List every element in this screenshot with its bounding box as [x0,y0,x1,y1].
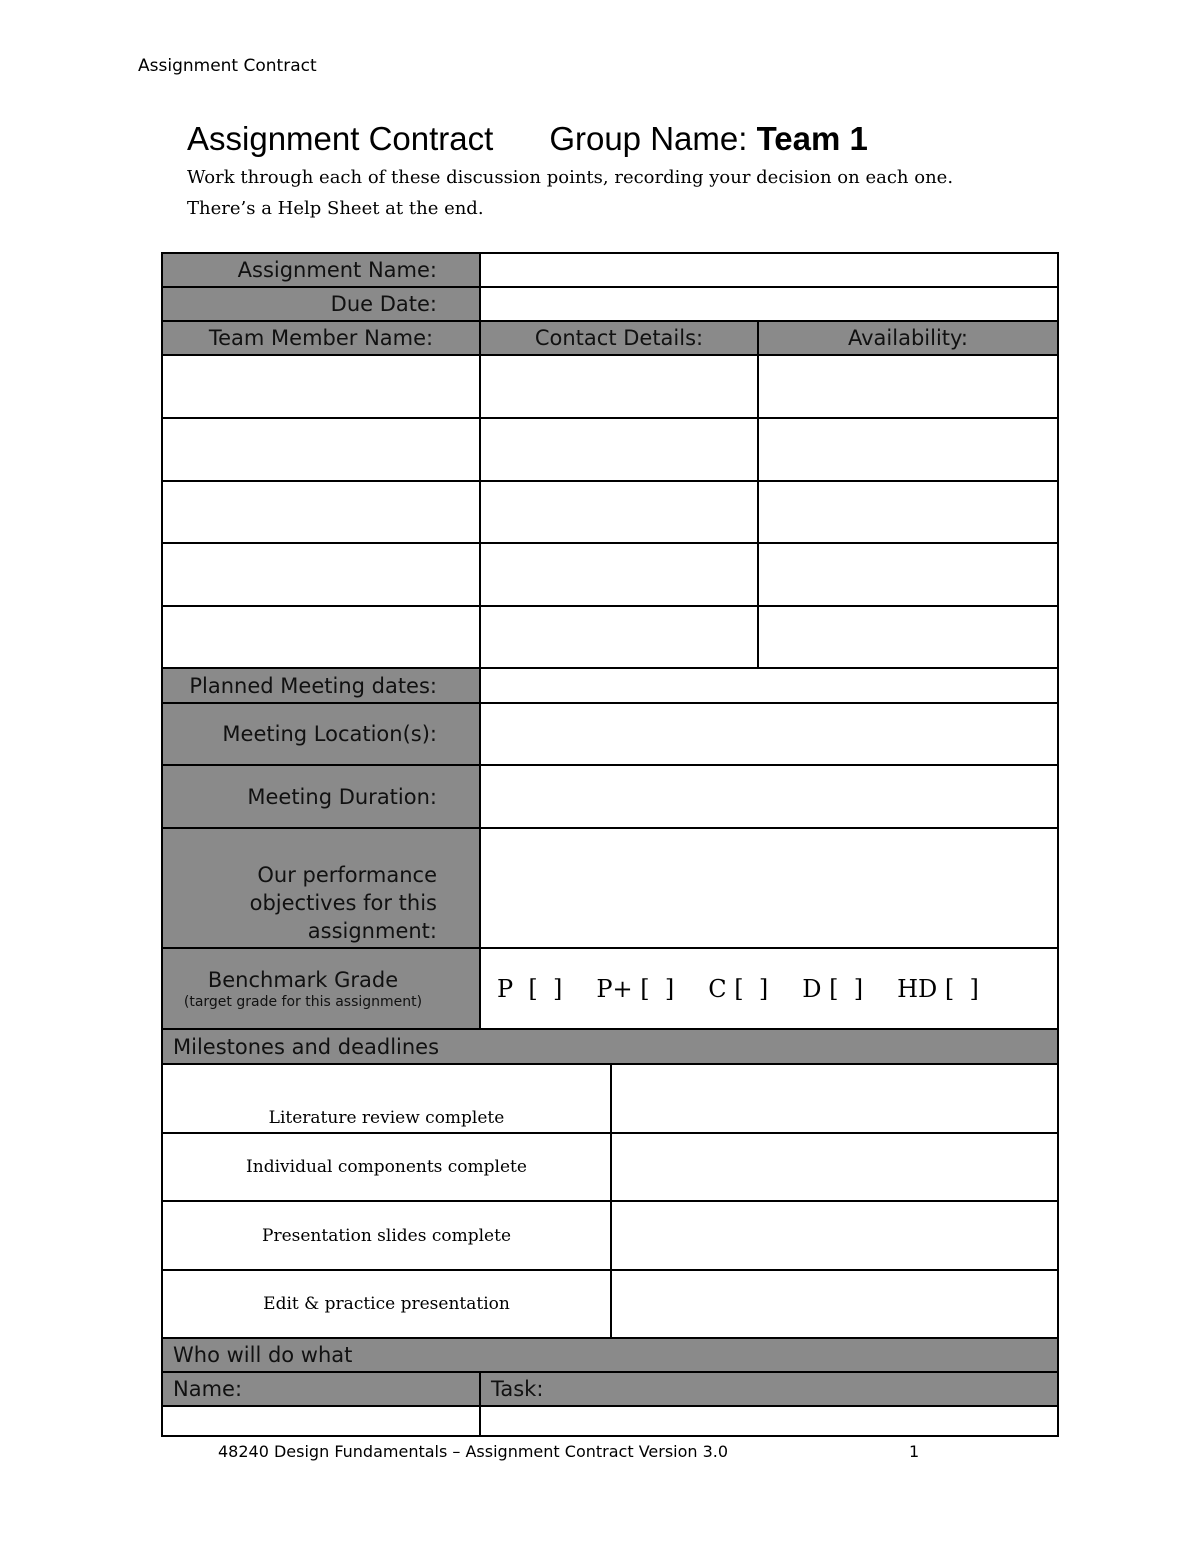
grade-option-c[interactable]: C [ ] [708,974,769,1003]
page-number: 1 [909,1442,920,1461]
milestone-deadline-field[interactable] [610,1132,1059,1202]
milestone-label: Literature review complete [161,1063,612,1134]
performance-objectives-field[interactable] [479,827,1059,949]
assignment-name-field[interactable] [479,252,1059,288]
availability-cell[interactable] [757,605,1059,669]
page-title-row [187,120,868,158]
meeting-duration-field[interactable] [479,764,1059,829]
assignment-name-label: Assignment Name: [161,252,481,288]
group-label: Group Name: [549,120,748,157]
intro-line-2: There’s a Help Sheet at the end. [187,198,484,219]
milestone-label: Presentation slides complete [161,1200,612,1271]
benchmark-grade-label: Benchmark Grade (target grade for this assignment) [161,947,481,1030]
milestone-label: Individual components complete [161,1132,612,1202]
contact-details-cell[interactable] [479,480,759,544]
due-date-label: Due Date: [161,286,481,322]
page-title: Assignment Contract [187,120,494,157]
who-will-do-what-header: Who will do what [161,1337,1059,1373]
contact-details-cell[interactable] [479,354,759,419]
milestone-deadline-field[interactable] [610,1269,1059,1339]
contact-details-cell[interactable] [479,542,759,607]
grade-option-p-plus[interactable]: P+ [ ] [596,974,675,1003]
page-footer: 48240 Design Fundamentals – Assignment Contract Version 3.0 [218,1442,729,1461]
contact-details-header: Contact Details: [479,320,759,356]
team-member-name-cell[interactable] [161,417,481,482]
intro-line-1: Work through each of these discussion points, recording your decision on each one. [187,167,954,188]
milestone-deadline-field[interactable] [610,1063,1059,1134]
name-cell[interactable] [161,1405,481,1437]
planned-meeting-dates-label: Planned Meeting dates: [161,667,481,704]
grade-option-d[interactable]: D [ ] [802,974,864,1003]
contact-details-cell[interactable] [479,605,759,669]
team-member-name-header: Team Member Name: [161,320,481,356]
meeting-location-label: Meeting Location(s): [161,702,481,766]
performance-objectives-label: Our performance objectives for this assignment: [161,827,481,949]
benchmark-grade-options [479,947,1059,1030]
task-column-header: Task: [479,1371,1059,1407]
running-header: Assignment Contract [138,56,317,76]
group-name: Team 1 [756,120,868,157]
team-member-name-cell[interactable] [161,605,481,669]
team-member-name-cell[interactable] [161,354,481,419]
grade-option-p[interactable]: P [ ] [497,974,563,1003]
availability-header: Availability: [757,320,1059,356]
availability-cell[interactable] [757,480,1059,544]
availability-cell[interactable] [757,542,1059,607]
name-column-header: Name: [161,1371,481,1407]
team-member-name-cell[interactable] [161,480,481,544]
meeting-duration-label: Meeting Duration: [161,764,481,829]
availability-cell[interactable] [757,354,1059,419]
milestone-deadline-field[interactable] [610,1200,1059,1271]
meeting-location-field[interactable] [479,702,1059,766]
planned-meeting-dates-field[interactable] [479,667,1059,704]
grade-option-hd[interactable]: HD [ ] [897,974,979,1003]
contact-details-cell[interactable] [479,417,759,482]
milestone-label: Edit & practice presentation [161,1269,612,1339]
availability-cell[interactable] [757,417,1059,482]
task-cell[interactable] [479,1405,1059,1437]
due-date-field[interactable] [479,286,1059,322]
milestones-header: Milestones and deadlines [161,1028,1059,1065]
team-member-name-cell[interactable] [161,542,481,607]
